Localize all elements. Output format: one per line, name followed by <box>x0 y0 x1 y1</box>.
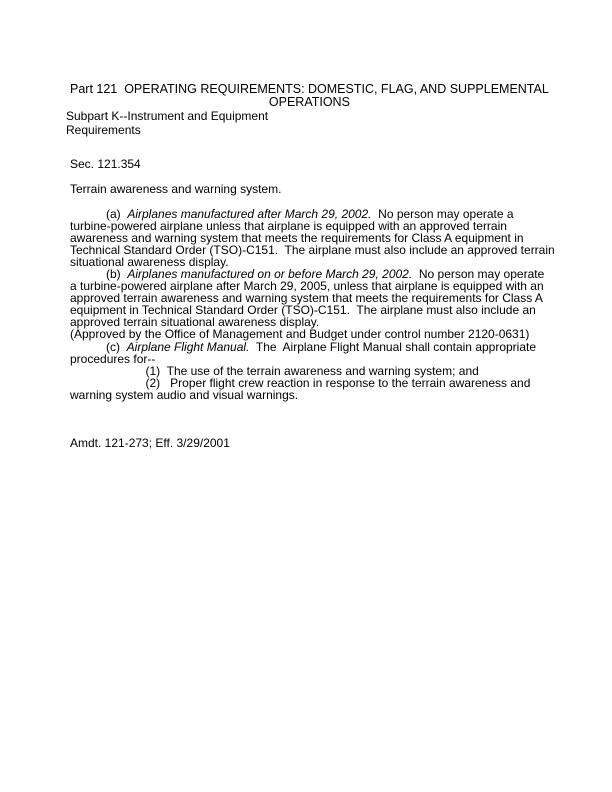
italic-text-run: Airplanes manufactured after March 29, 2002. <box>127 206 372 221</box>
subpart-heading <box>66 109 268 137</box>
text-run: No person may operate <box>412 266 545 281</box>
italic-text-run: Airplanes manufactured on or before March 29, 2002. <box>127 266 413 281</box>
text-run: equipment in Technical Standard Order (TSO)-C151. The airplane must also include an <box>70 303 536 318</box>
text-run: a turbine-powered airplane after March 29, 2005, unless that airplane is equipped with an <box>70 279 544 294</box>
text-run: (c) <box>106 339 127 354</box>
text-run: awareness and warning system that meets the requirements for Class A equipment in <box>70 230 524 245</box>
text-run: (Approved by the Office of Management and Budget under control number 2120-0631) <box>70 327 530 342</box>
text-run: Technical Standard Order (TSO)-C151. The airplane must also include an approved terrain <box>70 242 555 257</box>
text-run: The Airplane Flight Manual shall contain appropriate <box>249 339 537 354</box>
text-run: approved terrain awareness and warning system that meets the requirements for Class A <box>70 291 543 306</box>
subpart-heading-line2: Requirements <box>66 122 141 137</box>
body-line <box>70 389 555 401</box>
text-run: (1) The use of the terrain awareness and warning system; and <box>145 363 479 378</box>
text-run: procedures for-- <box>70 351 156 366</box>
amendment-note: Amdt. 121-273; Eff. 3/29/2001 <box>70 435 230 450</box>
text-run: approved terrain situational awareness display. <box>70 315 320 330</box>
text-run: turbine-powered airplane unless that airplane is equipped with an approved terrain <box>70 218 507 233</box>
text-run: (a) <box>106 206 128 221</box>
subpart-heading-line1: Subpart K--Instrument and Equipment <box>66 108 269 123</box>
italic-text-run: Airplane Flight Manual. <box>126 339 250 354</box>
text-run: No person may operate a <box>371 206 514 221</box>
body-text <box>70 208 555 402</box>
section-number: Sec. 121.354 <box>70 157 141 171</box>
part-title-line1: Part 121 OPERATING REQUIREMENTS: DOMESTIC, FLAG, AND SUPPLEMENTAL <box>70 81 549 96</box>
part-title <box>70 83 549 110</box>
text-run: (2) Proper flight crew reaction in response to the terrain awareness and <box>145 375 531 390</box>
part-title-line2: OPERATIONS <box>268 95 350 109</box>
text-run: warning system audio and visual warnings. <box>70 387 299 402</box>
section-title: Terrain awareness and warning system. <box>70 181 282 196</box>
text-run: situational awareness display. <box>70 254 229 269</box>
text-run: (b) <box>106 266 128 281</box>
